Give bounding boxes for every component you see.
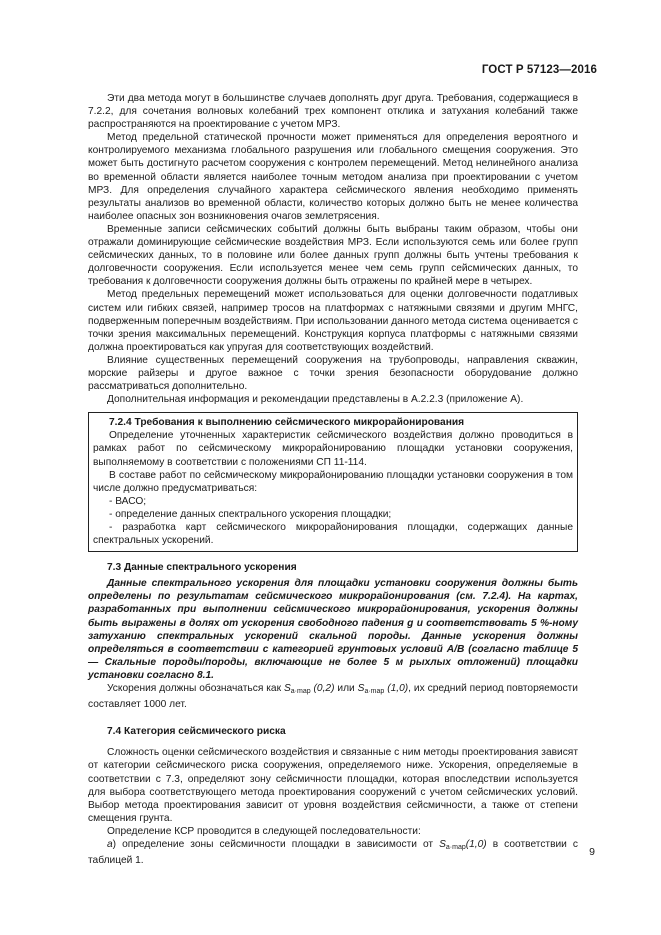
argument: (1,0) <box>387 683 409 695</box>
section-heading: 7.3 Данные спектрального ускорения <box>107 562 297 574</box>
paragraph-accelerations <box>88 682 578 711</box>
section-heading: 7.2.4 Требования к выполнению сейсмического микрорайонирования <box>109 417 465 429</box>
document-number: ГОСТ Р 57123—2016 <box>481 64 597 76</box>
paragraph: В составе работ по сейсмическому микрорайонированию площадки установки сооружения в том числе должно предусматриваться: <box>93 469 573 494</box>
paragraph: Временные записи сейсмических событий должны быть выбраны таким образом, чтобы они отражали доминирующие сейсмические воздействия МРЗ. Если используются семь или более групп сейсмических данных, то в половине или более данных групп должны быть учтены требования к долговечности сооружения. Если используется менее чем семь групп сейсмических данных, то требования к долговечности сооружения должны быть отражены по крайней мере в четырех. <box>88 223 578 288</box>
page-number: 9 <box>589 846 595 858</box>
paragraph: Определение КСР проводится в следующей последовательности: <box>107 825 421 837</box>
paragraph: Определение уточненных характеристик сейсмического воздействия должно проводиться в рамках работ по сейсмическому микрорайонированию площадки установки сооружения, выполняемому в соответствии с положениями СП 11-114. <box>93 430 573 468</box>
text: в соответствии с таблицей 1. <box>88 838 578 867</box>
symbol: S <box>283 683 291 695</box>
page-content <box>88 92 578 867</box>
list-item: - разработка карт сейсмического микрорайонирования площадки, содержащих данные спектральных ускорений. <box>93 522 573 547</box>
text: Ускорения должны обозначаться как <box>107 683 284 695</box>
list-item-a <box>88 838 578 867</box>
item-letter: а <box>107 838 113 850</box>
paragraph: Сложность оценки сейсмического воздействия и связанные с ним методы проектирования зависят от категории сейсмического риска сооружения, определяемого ниже. Ускорения, определяемые в соответствии с 7.3, определяют зону сейсмичности площадки, которая впоследствии используется для выбора соответствующего метода проектирования сооружений с учетом сейсмических условий. Выбор метода проектирования зависит от уровня воздействия сейсмичности, а также от степени смещения грунта. <box>88 747 578 824</box>
paragraph: Дополнительная информация и рекомендации представлены в А.2.2.3 (приложение А). <box>107 394 524 406</box>
subscript: a·map <box>445 843 466 851</box>
subscript: a·map <box>364 688 385 696</box>
section-heading: 7.4 Категория сейсмического риска <box>107 726 286 738</box>
paragraph: Эти два метода могут в большинстве случаев дополнять друг друга. Требования, содержащиеся в 7.2.2, для сочетания волновых колебаний трех компонент отклика и затухания колебаний также распространяются на проектирование с учетом МРЗ. <box>88 93 578 131</box>
list-item: - ВАСО; <box>109 495 147 507</box>
argument: (1,0) <box>465 838 487 850</box>
text: ) определение зоны сейсмичности площадки в зависимости от <box>112 838 440 850</box>
subscript: a·map <box>290 688 311 696</box>
text: или <box>334 683 358 695</box>
symbol: S <box>439 838 446 850</box>
paragraph: Метод предельных перемещений может использоваться для оценки долговечности податливых систем или гибких связей, например тросов на платформах с натяжными связями и другим МНГС, подверженным поперечным воздействиям. При использовании данного метода система оценивается с точки зрения максимальных перемещений. Конструкция корпуса платформы с натяжными связями должна проектироваться как упругая для соответствующих воздействий. <box>88 289 578 353</box>
list-item: - определение данных спектрального ускорения площадки; <box>109 508 392 520</box>
text: , их средний период повторяемости составляет 1000 лет. <box>88 683 578 711</box>
paragraph: Влияние существенных перемещений сооружения на трубопроводы, направления скважин, морские райзеры и другое важное с точки зрения безопасности оборудование должно рассматриваться дополнительно. <box>88 354 578 393</box>
boxed-section-7-2-4 <box>88 412 578 552</box>
emphasized-paragraph: Данные спектрального ускорения для площадки установки сооружения должны быть определены по результатам сейсмического микрорайонирования (см. 7.2.4). На картах, разработанных при выполнении сейсмического микрорайонирования, ускорения должны быть выражены в долях от ускорения свободного падения g и соответствовать 5 %-ному затуханию спектральных ускорений скальной породы. Данные ускорения должны определяться в соответствии с категорией грунтовых условий А/В (согласно таблице 5 — Скальные породы/породы, включающие не более 5 м рыхлых отложений) площадки установки согласно 8.1. <box>88 578 578 681</box>
argument: (0,2) <box>313 683 335 695</box>
paragraph: Метод предельной статической прочности может применяться для определения вероятного и контролируемого механизма глобального разрушения или глобального смещения сооружения. Это может быть достигнуто расчетом сооружения с контролем перемещений. Метод нелинейного анализа во временной области является наиболее точным методом анализа при проектировании с учетом МРЗ. Для определения случайного характера сейсмического явления необходимо применять результаты анализов во временной области, количество которых должно быть не менее количества наиболее опасных зон возникновения очагов землетрясения. <box>88 132 578 222</box>
symbol: S <box>357 683 365 695</box>
